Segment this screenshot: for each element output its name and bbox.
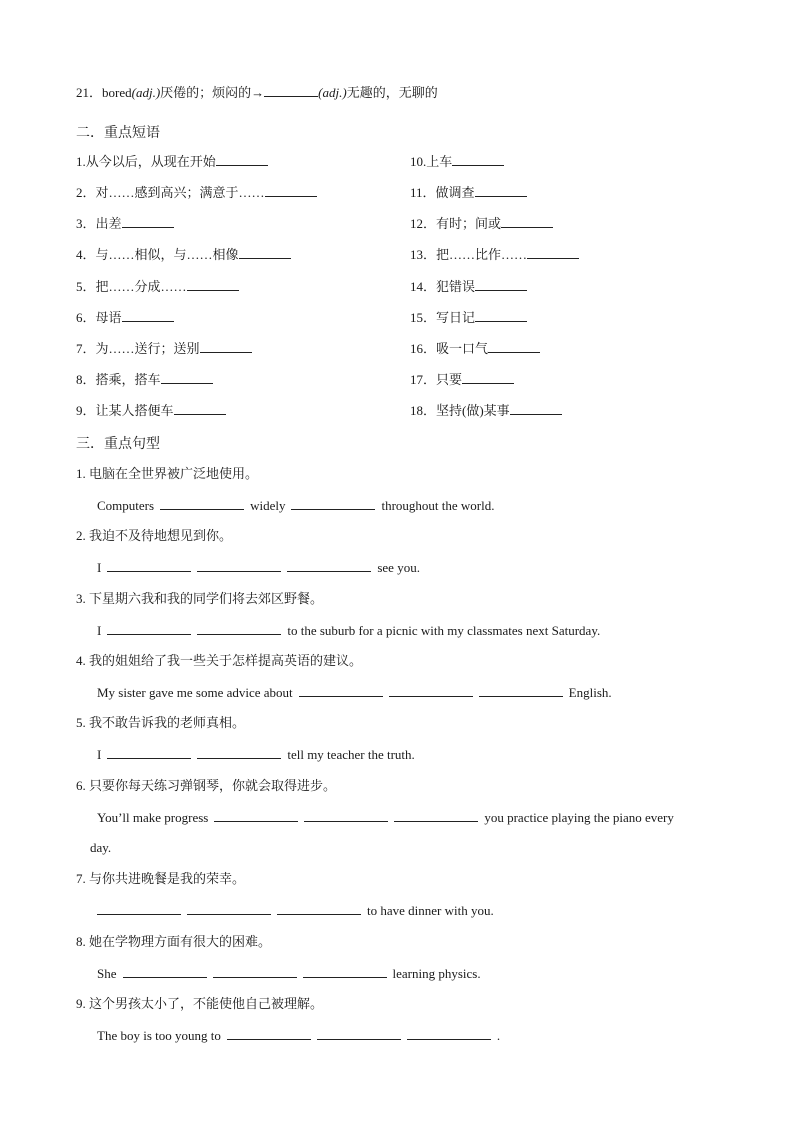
answer-blank[interactable] — [107, 746, 191, 759]
sentence-chinese: 6. 只要你每天练习弹钢琴，你就会取得进步。 — [76, 778, 337, 793]
phrase-number: 1. — [76, 154, 86, 169]
sentence-english — [97, 497, 494, 514]
section-heading-sentences: 三．重点句型 — [76, 437, 160, 452]
phrase-number: 8． — [76, 372, 96, 387]
answer-blank[interactable] — [475, 309, 527, 322]
answer-blank[interactable] — [107, 622, 191, 635]
answer-blank[interactable] — [161, 371, 213, 384]
phrase-text: 出差 — [95, 216, 122, 231]
answer-blank[interactable] — [174, 402, 226, 415]
phrase-text: 做调查 — [435, 185, 475, 200]
answer-blank[interactable] — [287, 559, 371, 572]
phrase-text: 为……送行；送别 — [95, 341, 200, 356]
sentence-chinese: 9. 这个男孩太小了，不能使他自己被理解。 — [76, 996, 324, 1011]
sentence-english — [97, 809, 674, 826]
sentence-fragment: My sister gave me some advice about — [97, 685, 293, 700]
sentence-fragment: tell my teacher the truth. — [287, 747, 415, 762]
phrase-item — [410, 402, 562, 419]
answer-blank[interactable] — [299, 684, 383, 697]
answer-blank[interactable] — [407, 1027, 491, 1040]
phrase-text: 有时；间或 — [436, 216, 502, 231]
answer-blank[interactable] — [527, 246, 579, 259]
phrase-number: 11． — [410, 185, 436, 200]
sentence-fragment: Computers — [97, 498, 155, 513]
sentence-fragment: . — [496, 1028, 501, 1043]
answer-blank[interactable] — [122, 309, 174, 322]
phrase-number: 3． — [76, 216, 96, 231]
phrase-item — [410, 371, 514, 388]
sentence-chinese: 7. 与你共进晚餐是我的荣幸。 — [76, 871, 246, 886]
phrase-item — [410, 340, 540, 357]
phrase-item — [76, 309, 174, 326]
sentence-english — [97, 559, 420, 576]
answer-blank[interactable] — [303, 965, 387, 978]
phrase-text: 搭乘，搭车 — [95, 372, 161, 387]
phrase-text: 与……相似，与……相像 — [95, 247, 239, 262]
phrase-item — [76, 371, 213, 388]
phrase-text: 上车 — [426, 154, 453, 169]
answer-blank[interactable] — [123, 965, 207, 978]
sentence-fragment: to have dinner with you. — [367, 903, 494, 918]
answer-blank[interactable] — [160, 497, 244, 510]
sentence-english — [97, 684, 612, 701]
sentence-chinese: 1. 电脑在全世界被广泛地使用。 — [76, 466, 259, 481]
answer-blank[interactable] — [187, 902, 271, 915]
answer-blank[interactable] — [197, 746, 281, 759]
phrase-item — [410, 215, 553, 232]
answer-blank[interactable] — [291, 497, 375, 510]
sentence-fragment: to the suburb for a picnic with my classmates next Saturday. — [287, 623, 601, 638]
section-heading-phrases: 二．重点短语 — [76, 126, 160, 141]
phrase-number: 14． — [410, 279, 437, 294]
answer-blank[interactable] — [200, 340, 252, 353]
answer-blank[interactable] — [462, 371, 514, 384]
sentence-english — [97, 622, 600, 639]
sentence-chinese: 4. 我的姐姐给了我一些关于怎样提高英语的建议。 — [76, 653, 363, 668]
sentence-fragment: I — [97, 560, 102, 575]
sentence-english — [97, 746, 415, 763]
answer-blank[interactable] — [197, 559, 281, 572]
sentence-english — [97, 902, 494, 919]
vocab-item-21 — [76, 84, 438, 101]
answer-blank[interactable] — [122, 215, 174, 228]
phrase-text: 只要 — [436, 372, 463, 387]
sentence-fragment: English. — [568, 685, 612, 700]
phrase-item — [76, 215, 174, 232]
answer-blank[interactable] — [389, 684, 473, 697]
phrase-number: 9． — [76, 403, 96, 418]
sentence-fragment: I — [97, 623, 102, 638]
phrase-number: 10. — [410, 154, 427, 169]
item-number: 21． — [76, 85, 103, 100]
answer-blank[interactable] — [97, 902, 181, 915]
phrase-number: 16． — [410, 341, 437, 356]
phrase-item — [76, 402, 226, 419]
answer-blank[interactable] — [197, 622, 281, 635]
phrase-item — [76, 340, 252, 357]
phrase-item — [410, 184, 527, 201]
phrase-item — [76, 278, 239, 295]
sentence-fragment: widely — [250, 498, 286, 513]
sentence-english — [97, 965, 481, 982]
answer-blank[interactable] — [501, 215, 553, 228]
phrase-item — [410, 309, 527, 326]
phrase-number: 15． — [410, 310, 437, 325]
answer-blank[interactable] — [216, 153, 268, 166]
phrase-text: 让某人搭便车 — [95, 403, 174, 418]
answer-blank[interactable] — [277, 902, 361, 915]
phrase-text: 写日记 — [436, 310, 476, 325]
phrase-item — [76, 184, 317, 201]
answer-blank[interactable] — [479, 684, 563, 697]
answer-blank[interactable] — [264, 84, 318, 97]
part-of-speech: (adj.) — [131, 85, 161, 100]
sentence-chinese: 2. 我迫不及待地想见到你。 — [76, 528, 233, 543]
phrase-number: 6． — [76, 310, 96, 325]
answer-blank[interactable] — [265, 184, 317, 197]
part-of-speech: (adj.) — [318, 85, 347, 100]
phrase-number: 17． — [410, 372, 437, 387]
answer-blank[interactable] — [214, 809, 298, 822]
answer-blank[interactable] — [488, 340, 540, 353]
phrase-number: 4． — [76, 247, 96, 262]
sentence-english — [97, 1027, 500, 1044]
answer-blank[interactable] — [213, 965, 297, 978]
definition: 无趣的，无聊的 — [346, 85, 438, 100]
answer-blank[interactable] — [394, 809, 478, 822]
answer-blank[interactable] — [317, 1027, 401, 1040]
sentence-fragment: She — [97, 966, 117, 981]
phrase-number: 7． — [76, 341, 96, 356]
sentence-continuation: day. — [90, 840, 112, 855]
sentence-chinese: 3. 下星期六我和我的同学们将去郊区野餐。 — [76, 591, 324, 606]
phrase-item — [76, 153, 268, 170]
phrase-item — [76, 246, 291, 263]
answer-blank[interactable] — [304, 809, 388, 822]
phrase-item — [410, 278, 527, 295]
definition: 厌倦的；烦闷的→ — [160, 85, 265, 100]
sentence-fragment: see you. — [377, 560, 420, 575]
phrase-text: 母语 — [95, 310, 122, 325]
phrase-number: 13． — [410, 247, 437, 262]
answer-blank[interactable] — [227, 1027, 311, 1040]
sentence-fragment: you practice playing the piano every — [484, 810, 674, 825]
phrase-item — [410, 153, 504, 170]
answer-blank[interactable] — [107, 559, 191, 572]
answer-blank[interactable] — [187, 278, 239, 291]
phrase-text: 把……分成…… — [95, 279, 187, 294]
phrase-number: 18． — [410, 403, 437, 418]
phrase-number: 5． — [76, 279, 96, 294]
phrase-item — [410, 246, 579, 263]
answer-blank[interactable] — [452, 153, 504, 166]
sentence-fragment: learning physics. — [392, 966, 481, 981]
phrase-number: 2． — [76, 185, 96, 200]
phrase-number: 12． — [410, 216, 437, 231]
phrase-text: 对……感到高兴；满意于…… — [95, 185, 265, 200]
phrase-text: 犯错误 — [436, 279, 476, 294]
phrase-text: 坚持(做)某事 — [436, 403, 510, 418]
sentence-chinese: 8. 她在学物理方面有很大的困难。 — [76, 934, 272, 949]
phrase-text: 把……比作…… — [436, 247, 528, 262]
phrase-text: 吸一口气 — [436, 341, 489, 356]
sentence-fragment: throughout the world. — [381, 498, 495, 513]
phrase-text: 从今以后，从现在开始 — [85, 154, 216, 169]
vocab-word: bored — [102, 85, 132, 100]
answer-blank[interactable] — [510, 402, 562, 415]
sentence-fragment: I — [97, 747, 102, 762]
answer-blank[interactable] — [239, 246, 291, 259]
answer-blank[interactable] — [475, 184, 527, 197]
sentence-fragment: The boy is too young to — [97, 1028, 221, 1043]
answer-blank[interactable] — [475, 278, 527, 291]
sentence-fragment: You’ll make progress — [97, 810, 209, 825]
sentence-chinese: 5. 我不敢告诉我的老师真相。 — [76, 715, 246, 730]
